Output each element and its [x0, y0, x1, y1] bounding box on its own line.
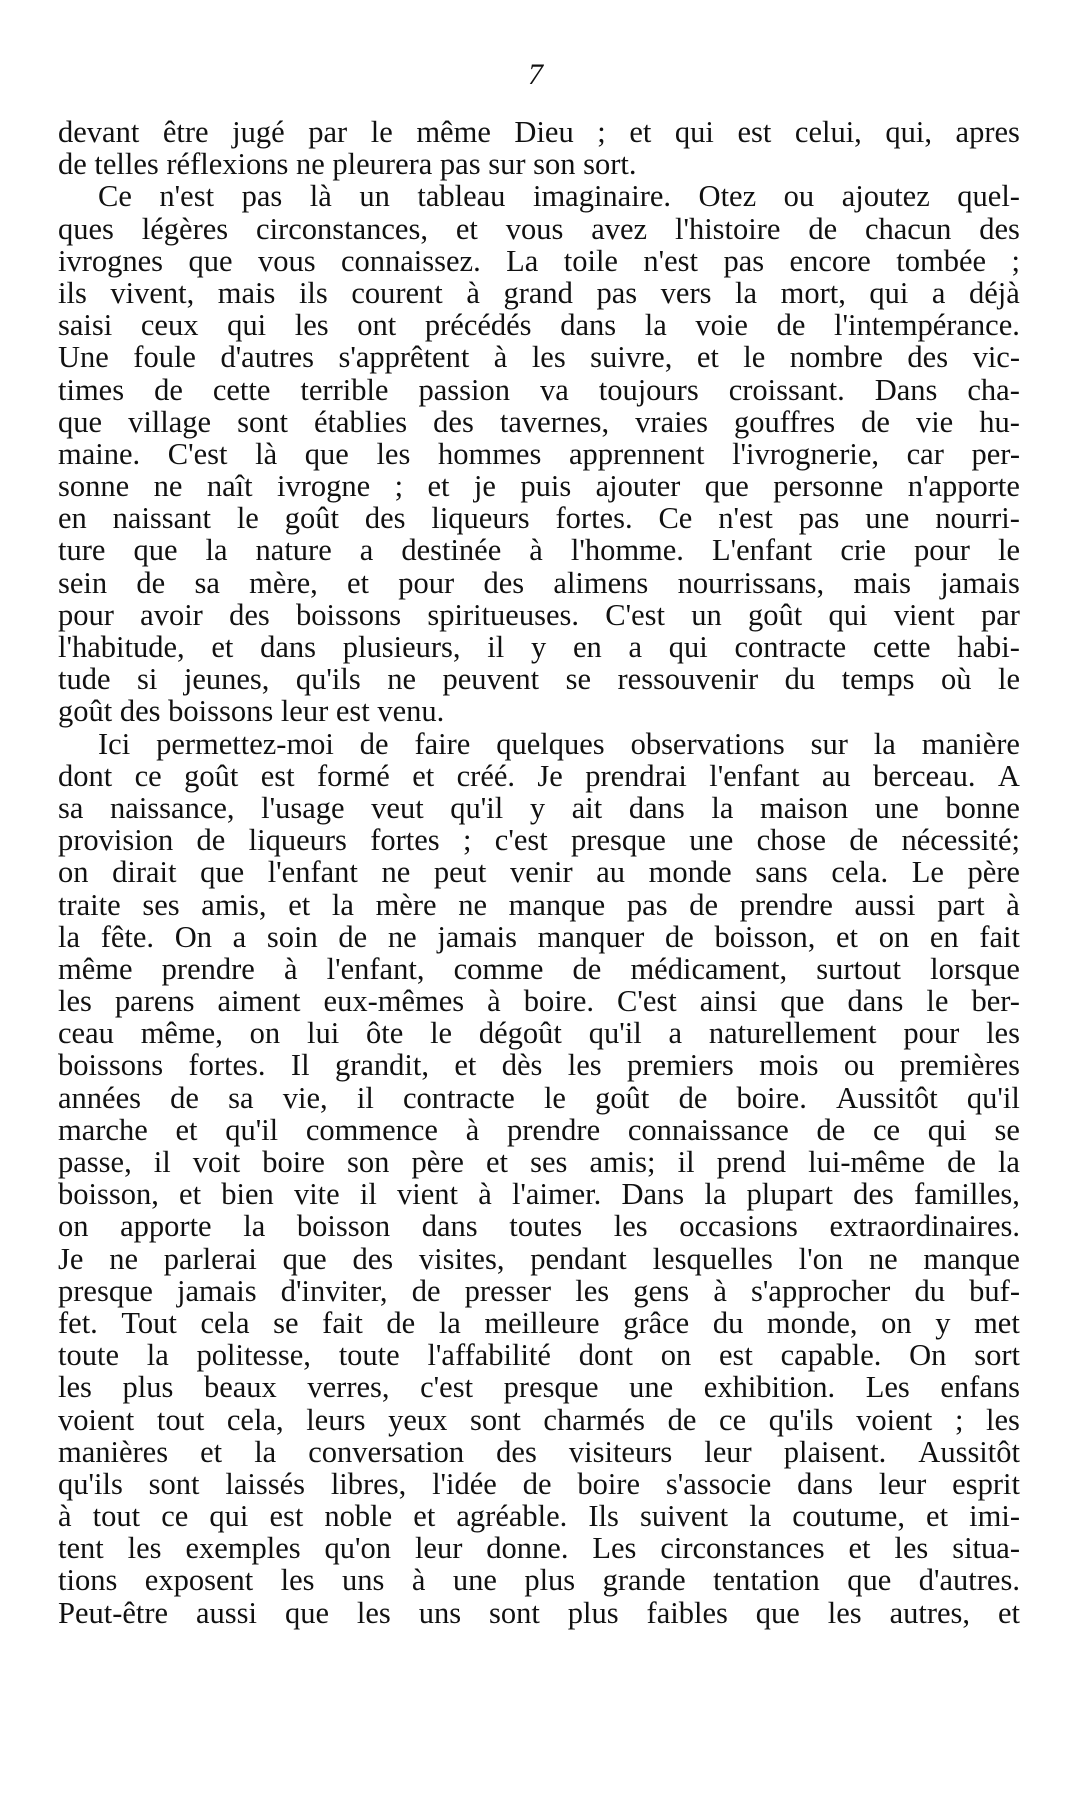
text-line: tions exposent les uns à une plus grande tentation que d'autres.: [58, 1563, 1020, 1598]
text-line: on dirait que l'enfant ne peut venir au monde sans cela. Le père: [58, 855, 1020, 890]
text-line: passe, il voit boire son père et ses amis; il prend lui-même de la: [58, 1145, 1020, 1179]
text-line: années de sa vie, il contracte le goût de boire. Aussitôt qu'il: [58, 1080, 1020, 1115]
text-line: pour avoir des boissons spiritueuses. C'est un goût qui vient par: [58, 597, 1020, 632]
text-line: Ici permettez-moi de faire quelques observations sur la manière: [98, 726, 1020, 761]
text-line: en naissant le goût des liqueurs fortes. Ce n'est pas une nourri-: [58, 501, 1020, 536]
text-line: l'habitude, et dans plusieurs, il y en a qui contracte cette habi-: [58, 630, 1020, 664]
text-line: boisson, et bien vite il vient à l'aimer. Dans la plupart des familles,: [58, 1177, 1020, 1212]
text-line: fet. Tout cela se fait de la meilleure grâce du monde, on y met: [58, 1305, 1020, 1340]
text-line: sein de sa mère, et pour des alimens nourrissans, mais jamais: [58, 565, 1020, 600]
text-line: manières et la conversation des visiteurs leur plaisent. Aussitôt: [58, 1434, 1020, 1469]
text-line: ture que la nature a destinée à l'homme. L'enfant crie pour le: [58, 533, 1020, 568]
text-line: qu'ils sont laissés libres, l'idée de boire s'associe dans leur esprit: [58, 1466, 1020, 1501]
text-line: times de cette terrible passion va toujours croissant. Dans cha-: [58, 372, 1020, 407]
text-line: on apporte la boisson dans toutes les occasions extraordinaires.: [58, 1209, 1020, 1244]
text-line: Je ne parlerai que des visites, pendant lesquelles l'on ne manque: [58, 1241, 1020, 1276]
text-line: que village sont établies des tavernes, vraies gouffres de vie hu-: [58, 404, 1020, 439]
text-line: marche et qu'il commence à prendre connaissance de ce qui se: [58, 1112, 1020, 1147]
text-line: tent les exemples qu'on leur donne. Les circonstances et les situa-: [58, 1531, 1020, 1566]
text-line: boissons fortes. Il grandit, et dès les premiers mois ou premières: [58, 1048, 1020, 1083]
text-line: la fête. On a soin de ne jamais manquer de boisson, et on en fait: [58, 919, 1020, 954]
text-line: traite ses amis, et la mère ne manque pas de prendre aussi part à: [58, 887, 1020, 922]
text-line: toute la politesse, toute l'affabilité dont on est capable. On sort: [58, 1338, 1020, 1373]
text-line: Ce n'est pas là un tableau imaginaire. Otez ou ajoutez quel-: [98, 179, 1020, 214]
page-number: 7: [528, 58, 543, 91]
text-line: provision de liqueurs fortes ; c'est presque une chose de nécessité;: [58, 823, 1020, 858]
text-line: ils vivent, mais ils courent à grand pas vers la mort, qui a déjà: [58, 275, 1020, 310]
text-line: ques légères circonstances, et vous avez l'histoire de chacun des: [58, 211, 1020, 246]
text-line: Peut-être aussi que les uns sont plus faibles que les autres, et: [58, 1595, 1020, 1630]
text-line: goût des boissons leur est venu.: [58, 694, 445, 729]
text-line: dont ce goût est formé et créé. Je prendrai l'enfant au berceau. A: [58, 758, 1020, 793]
text-line: les plus beaux verres, c'est presque une exhibition. Les enfans: [58, 1370, 1020, 1405]
text-line: tude si jeunes, qu'ils ne peuvent se ressouvenir du temps où le: [58, 662, 1020, 697]
text-line: sonne ne naît ivrogne ; et je puis ajouter que personne n'apporte: [58, 469, 1020, 504]
text-line: sa naissance, l'usage veut qu'il y ait dans la maison une bonne: [58, 790, 1020, 825]
text-line: à tout ce qui est noble et agréable. Ils suivent la coutume, et imi-: [58, 1499, 1020, 1534]
text-line: voient tout cela, leurs yeux sont charmés de ce qu'ils voient ; les: [58, 1402, 1020, 1437]
text-line: même prendre à l'enfant, comme de médicament, surtout lorsque: [58, 951, 1020, 986]
text-line: saisi ceux qui les ont précédés dans la voie de l'intempérance.: [58, 308, 1020, 343]
body-text: [58, 116, 1020, 1629]
text-line: les parens aiment eux-mêmes à boire. C'est ainsi que dans le ber-: [58, 984, 1020, 1019]
text-line: devant être jugé par le même Dieu ; et qui est celui, qui, apres: [58, 115, 1020, 149]
text-line: maine. C'est là que les hommes apprennent l'ivrognerie, car per-: [58, 436, 1020, 471]
text-line: ceau même, on lui ôte le dégoût qu'il a naturellement pour les: [58, 1016, 1020, 1051]
text-line: de telles réflexions ne pleurera pas sur son sort.: [58, 147, 637, 182]
text-line: presque jamais d'inviter, de presser les gens à s'approcher du buf-: [58, 1273, 1020, 1308]
text-line: Une foule d'autres s'apprêtent à les suivre, et le nombre des vic-: [58, 340, 1020, 375]
text-line: ivrognes que vous connaissez. La toile n'est pas encore tombée ;: [58, 243, 1020, 278]
